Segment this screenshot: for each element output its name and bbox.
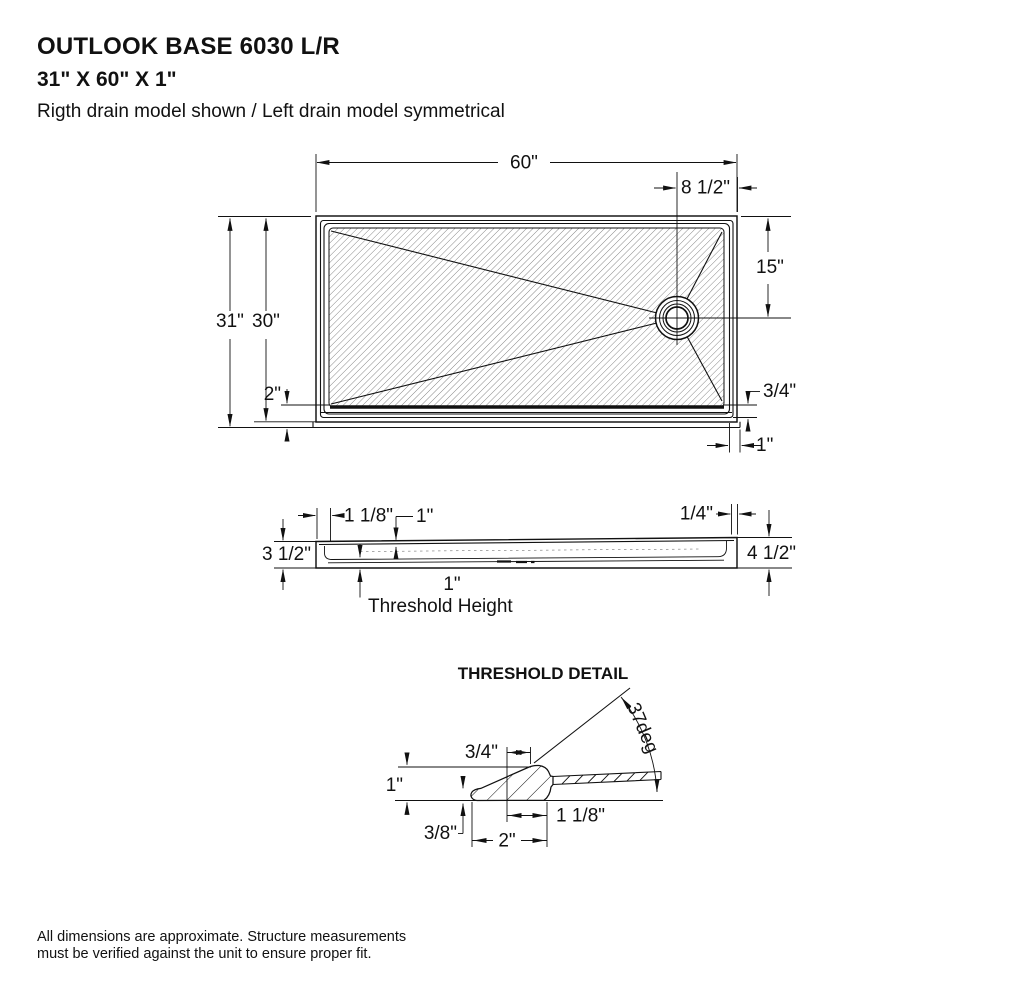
- threshold-detail: [386, 664, 663, 852]
- threshold-height-callout: [360, 544, 513, 617]
- dim-label-3-1-2: 3 1/2": [261, 544, 311, 565]
- dim-label-1-1-8-side: 1 1/8": [344, 505, 394, 527]
- disclaimer: [37, 929, 406, 962]
- dim-detail-base-width: [472, 831, 547, 852]
- product-size: 31" X 60" X 1": [37, 68, 177, 91]
- dim-label-8-1-2: 8 1/2": [681, 177, 731, 199]
- dim-right-height: [737, 510, 796, 596]
- page-title: OUTLOOK BASE 6030 L/R: [37, 33, 340, 60]
- threshold-detail-title: THRESHOLD DETAIL: [457, 664, 629, 683]
- dim-left-top-width: [298, 506, 393, 542]
- dim-label-30: 30": [252, 311, 280, 332]
- dim-inner-depth: [252, 219, 316, 422]
- dim-drain-from-top: [741, 217, 791, 317]
- dim-label-1-4: 1/4": [679, 503, 713, 525]
- side-view: [262, 504, 796, 618]
- dim-detail-inner-width: [507, 806, 605, 827]
- dim-label-2: 2": [263, 384, 281, 405]
- disclaimer-line-1: All dimensions are approximate. Structure measurements: [37, 929, 407, 945]
- dim-label-detail-1-1-8: 1 1/8": [556, 805, 606, 827]
- dim-label-37deg: 37deg: [622, 699, 663, 757]
- dim-label-1-depth: 1": [416, 506, 434, 527]
- threshold-cross-section: [471, 766, 553, 801]
- dim-label-1-edge: 1": [756, 435, 774, 456]
- threshold-height-label: Threshold Height: [368, 596, 513, 617]
- dim-detail-top-width: [465, 742, 531, 763]
- dim-basin-depth: [396, 506, 433, 559]
- dim-label-4-1-2: 4 1/2": [747, 543, 797, 564]
- dim-right-lip: [680, 504, 756, 535]
- dim-label-threshold-1: 1": [443, 574, 461, 595]
- dim-width-60: [316, 153, 737, 213]
- dim-label-15: 15": [756, 257, 784, 278]
- dim-drain-offset: [654, 177, 757, 212]
- dim-detail-height: [386, 753, 407, 814]
- dim-detail-lip-height: [424, 778, 463, 845]
- dim-label-60: 60": [510, 152, 538, 174]
- model-note: Rigth drain model shown / Left drain model symmetrical: [37, 101, 505, 122]
- dim-label-31: 31": [216, 311, 244, 332]
- slope-leader-line: [534, 688, 630, 763]
- dim-left-height: [262, 519, 316, 590]
- dim-label-detail-2: 2": [498, 830, 516, 852]
- dim-label-detail-3-4: 3/4": [464, 742, 498, 763]
- disclaimer-line-2: must be verified against the unit to ensure proper fit.: [37, 945, 372, 962]
- dim-label-detail-1: 1": [385, 775, 403, 796]
- dim-label-3-8: 3/8": [423, 823, 457, 844]
- dim-label-3-4: 3/4": [763, 381, 797, 402]
- floor-sheet-strip: [553, 772, 661, 785]
- plan-view: [216, 153, 796, 457]
